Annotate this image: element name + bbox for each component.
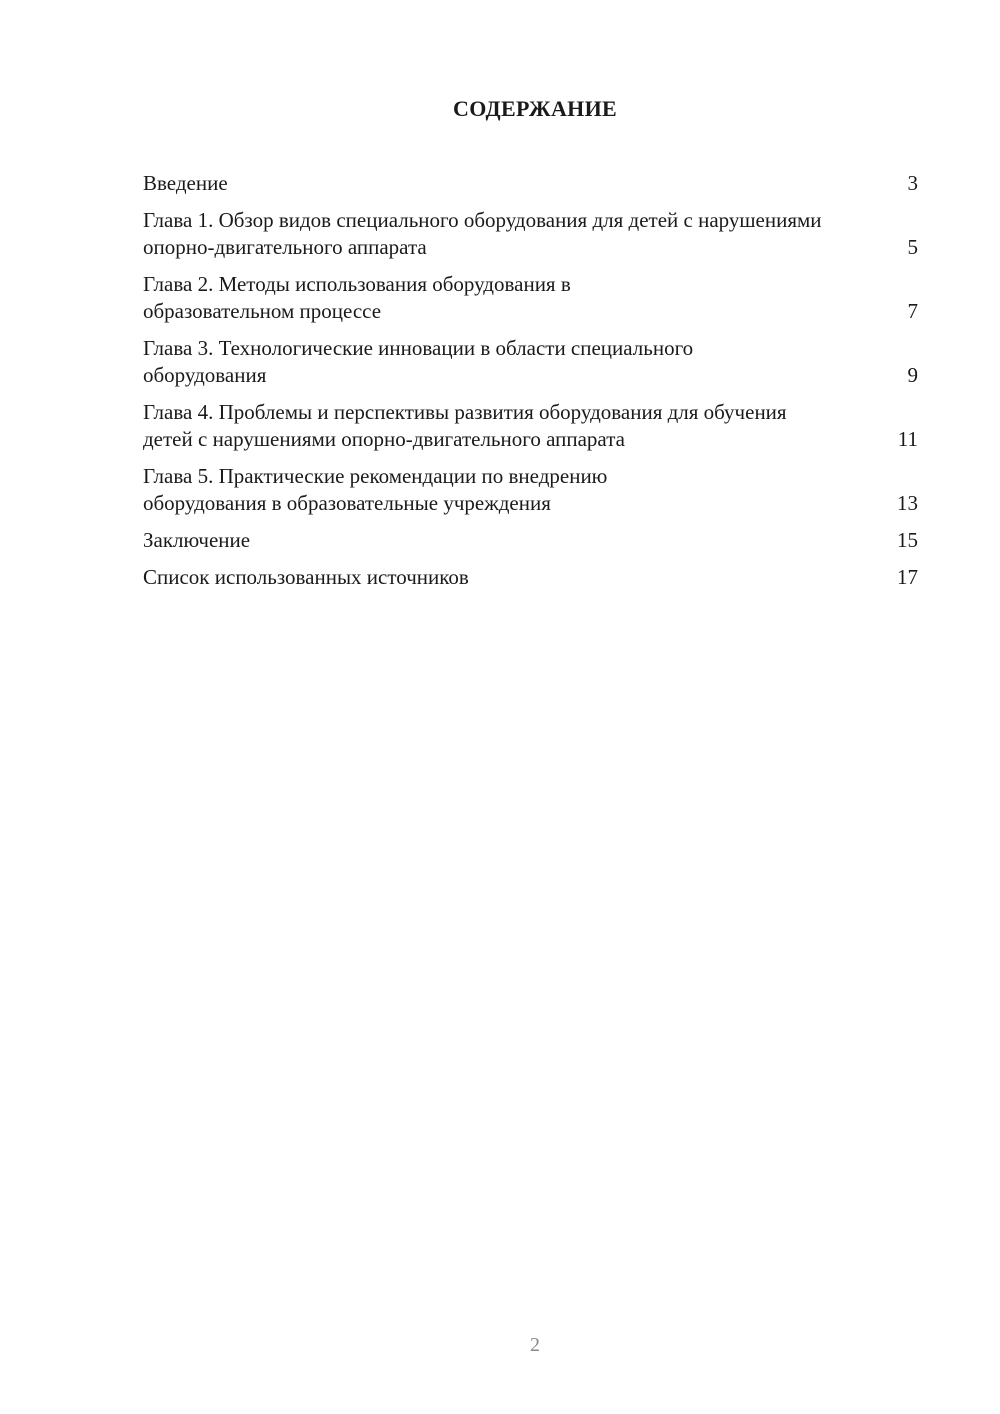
toc-entry-conclusion [143, 527, 918, 554]
toc-entry-page: 7 [907, 299, 918, 323]
toc-entry-chapter-3 [143, 335, 918, 389]
footer-page-number: 2 [530, 1334, 540, 1356]
page-title: СОДЕРЖАНИЕ [453, 96, 617, 121]
toc-entry-chapter-4 [143, 399, 918, 453]
toc-entry-text: Введение [143, 171, 228, 195]
toc-entry-references [143, 564, 918, 591]
toc-entry-text: Глава 2. Методы использования оборудования в образовательном процессе [143, 272, 571, 323]
toc-entry-page: 3 [907, 171, 918, 195]
toc-entry-chapter-2 [143, 271, 918, 325]
toc-entry-page: 9 [907, 363, 918, 387]
toc-entry-text: Заключение [143, 528, 251, 552]
toc-entry-chapter-5 [143, 463, 918, 517]
toc-entry-page: 17 [897, 565, 918, 589]
toc-entry-text: Глава 4. Проблемы и перспективы развития оборудования для обучения детей с нарушениями опорно-двигательного аппарата [143, 400, 787, 451]
toc-entry-text: Глава 3. Технологические инновации в области специального оборудования [143, 336, 694, 387]
toc-entry-text: Список использованных источников [143, 565, 469, 589]
toc-entry-chapter-1 [143, 207, 918, 261]
toc-entry-text: Глава 1. Обзор видов специального оборудования для детей с нарушениями опорно-двигательного аппарата [143, 208, 822, 259]
toc-entry-page: 15 [897, 528, 918, 552]
table-of-contents [143, 170, 918, 601]
toc-entry-page: 11 [897, 427, 918, 451]
toc-entry-page: 13 [897, 491, 918, 515]
toc-entry-text: Глава 5. Практические рекомендации по внедрению оборудования в образовательные учреждения [143, 464, 608, 515]
toc-entry-introduction [143, 170, 918, 197]
toc-entry-page: 5 [907, 235, 918, 259]
